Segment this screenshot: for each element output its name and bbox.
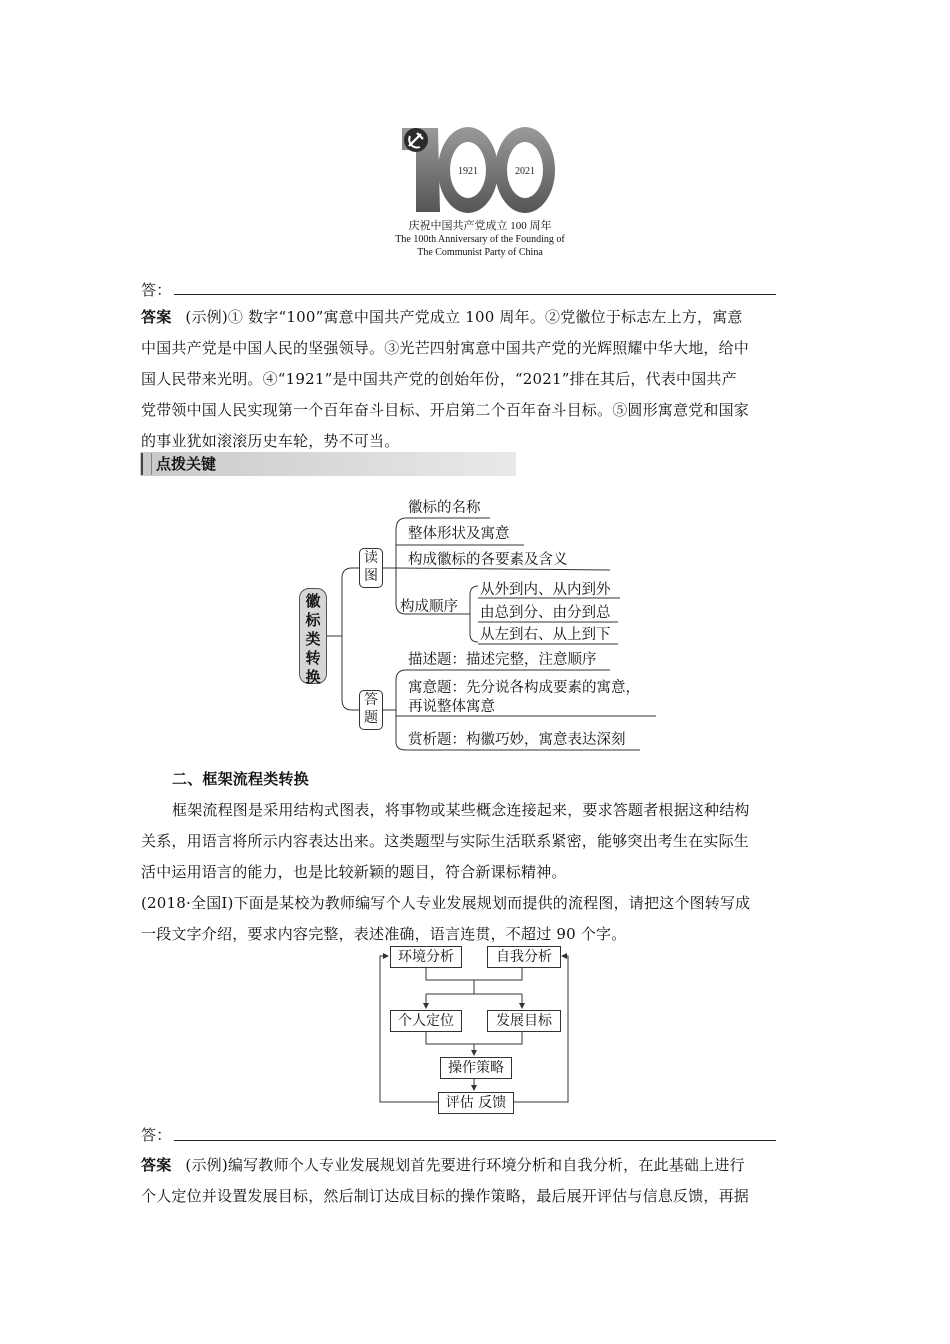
answer-label-1: 答案	[141, 308, 172, 326]
year-1921-label: 1921	[458, 166, 478, 177]
mindmap-order-item: 由总到分、由分到总	[480, 605, 611, 621]
answer-block-2	[141, 1150, 811, 1212]
answer-block-1	[141, 302, 811, 457]
answer-text-line: (示例)① 数字“100”寓意中国共产党成立 100 周年。②党徽位于标志左上方，寓意	[185, 308, 743, 326]
answer-text-line: 党带领中国人民实现第一个百年奋斗目标、开启第二个百年奋斗目标。⑤圆形寓意党和国家	[141, 401, 750, 419]
mindmap-answer-item: 描述题：描述完整，注意顺序	[408, 652, 597, 668]
mindmap-read-item: 徽标的名称	[408, 500, 481, 516]
answer-text-line: (示例)编写教师个人专业发展规划首先要进行环境分析和自我分析，在此基础上进行	[185, 1156, 745, 1174]
flow-self-box: 自我分析	[487, 946, 561, 968]
mindmap-answer-label: 答 题	[359, 690, 383, 730]
mindmap-answer-item: 再说整体寓意	[408, 699, 495, 715]
answer-text-line: 的事业犹如滚滚历史车轮，势不可当。	[141, 432, 400, 450]
question-line: (2018·全国Ⅰ)下面是某校为教师编写个人专业发展规划而提供的流程图，请把这个图转写成	[141, 894, 751, 912]
mindmap-read-item: 构成徽标的各要素及含义	[408, 552, 568, 568]
flow-goal-box: 发展目标	[487, 1010, 561, 1032]
intro-line: 关系，用语言将所示内容表达出来。这类题型与实际生活联系紧密，能够突出考生在实际生	[141, 832, 750, 850]
mindmap-answer-item: 寓意题：先分说各构成要素的寓意，	[408, 680, 640, 696]
answer-text-line: 国人民带来光明。④“1921”是中国共产党的创始年份，“2021”排在其后，代表中国共产	[141, 370, 737, 388]
flow-feedback-box: 评估 反馈	[438, 1092, 514, 1114]
answer-line-1[interactable]	[174, 294, 776, 295]
mindmap-order-item: 从左到右、从上到下	[480, 627, 611, 643]
tip-title: 点拨关键	[156, 455, 217, 473]
mindmap-root: 徽 标 类 转 换	[299, 588, 327, 684]
answer-prompt-2: 答：	[141, 1126, 172, 1144]
flow-position-box: 个人定位	[390, 1010, 462, 1032]
logo-caption-en-2: The Communist Party of China	[417, 247, 543, 258]
mindmap-read-label: 读 图	[359, 548, 383, 588]
flow-strategy-box: 操作策略	[440, 1057, 512, 1079]
centenary-logo-graphic	[390, 120, 570, 220]
answer-prompt-1: 答：	[141, 281, 172, 299]
section-heading: 二、框架流程类转换	[172, 770, 309, 788]
section-intro	[141, 795, 811, 950]
intro-line: 活中运用语言的能力，也是比较新颖的题目，符合新课标精神。	[141, 863, 567, 881]
logo-caption-en-1: The 100th Anniversary of the Founding of	[395, 234, 565, 245]
year-2021-label: 2021	[515, 166, 535, 177]
flow-env-box: 环境分析	[390, 946, 462, 968]
party-emblem-icon	[404, 128, 428, 152]
centenary-logo	[390, 120, 570, 270]
question-line: 一段文字介绍，要求内容完整，表述准确，语言连贯，不超过 90 个字。	[141, 925, 627, 943]
intro-line: 框架流程图是采用结构式图表，将事物或某些概念连接起来，要求答题者根据这种结构	[172, 801, 750, 819]
mindmap-answer-item: 赏析题：构徽巧妙，寓意表达深刻	[408, 732, 626, 748]
tip-bar-marker	[141, 453, 152, 475]
mindmap-read-item: 整体形状及寓意	[408, 526, 510, 542]
answer-label-2: 答案	[141, 1156, 172, 1174]
mindmap-order-item: 从外到内、从内到外	[480, 582, 611, 598]
answer-text-line: 个人定位并设置发展目标，然后制订达成目标的操作策略，最后展开评估与信息反馈，再据	[141, 1187, 750, 1205]
answer-line-2[interactable]	[174, 1140, 776, 1141]
logo-caption-cn: 庆祝中国共产党成立 100 周年	[408, 220, 552, 232]
mindmap-order-label: 构成顺序	[400, 599, 458, 615]
answer-text-line: 中国共产党是中国人民的坚强领导。③光芒四射寓意中国共产党的光辉照耀中华大地，给中	[141, 339, 750, 357]
